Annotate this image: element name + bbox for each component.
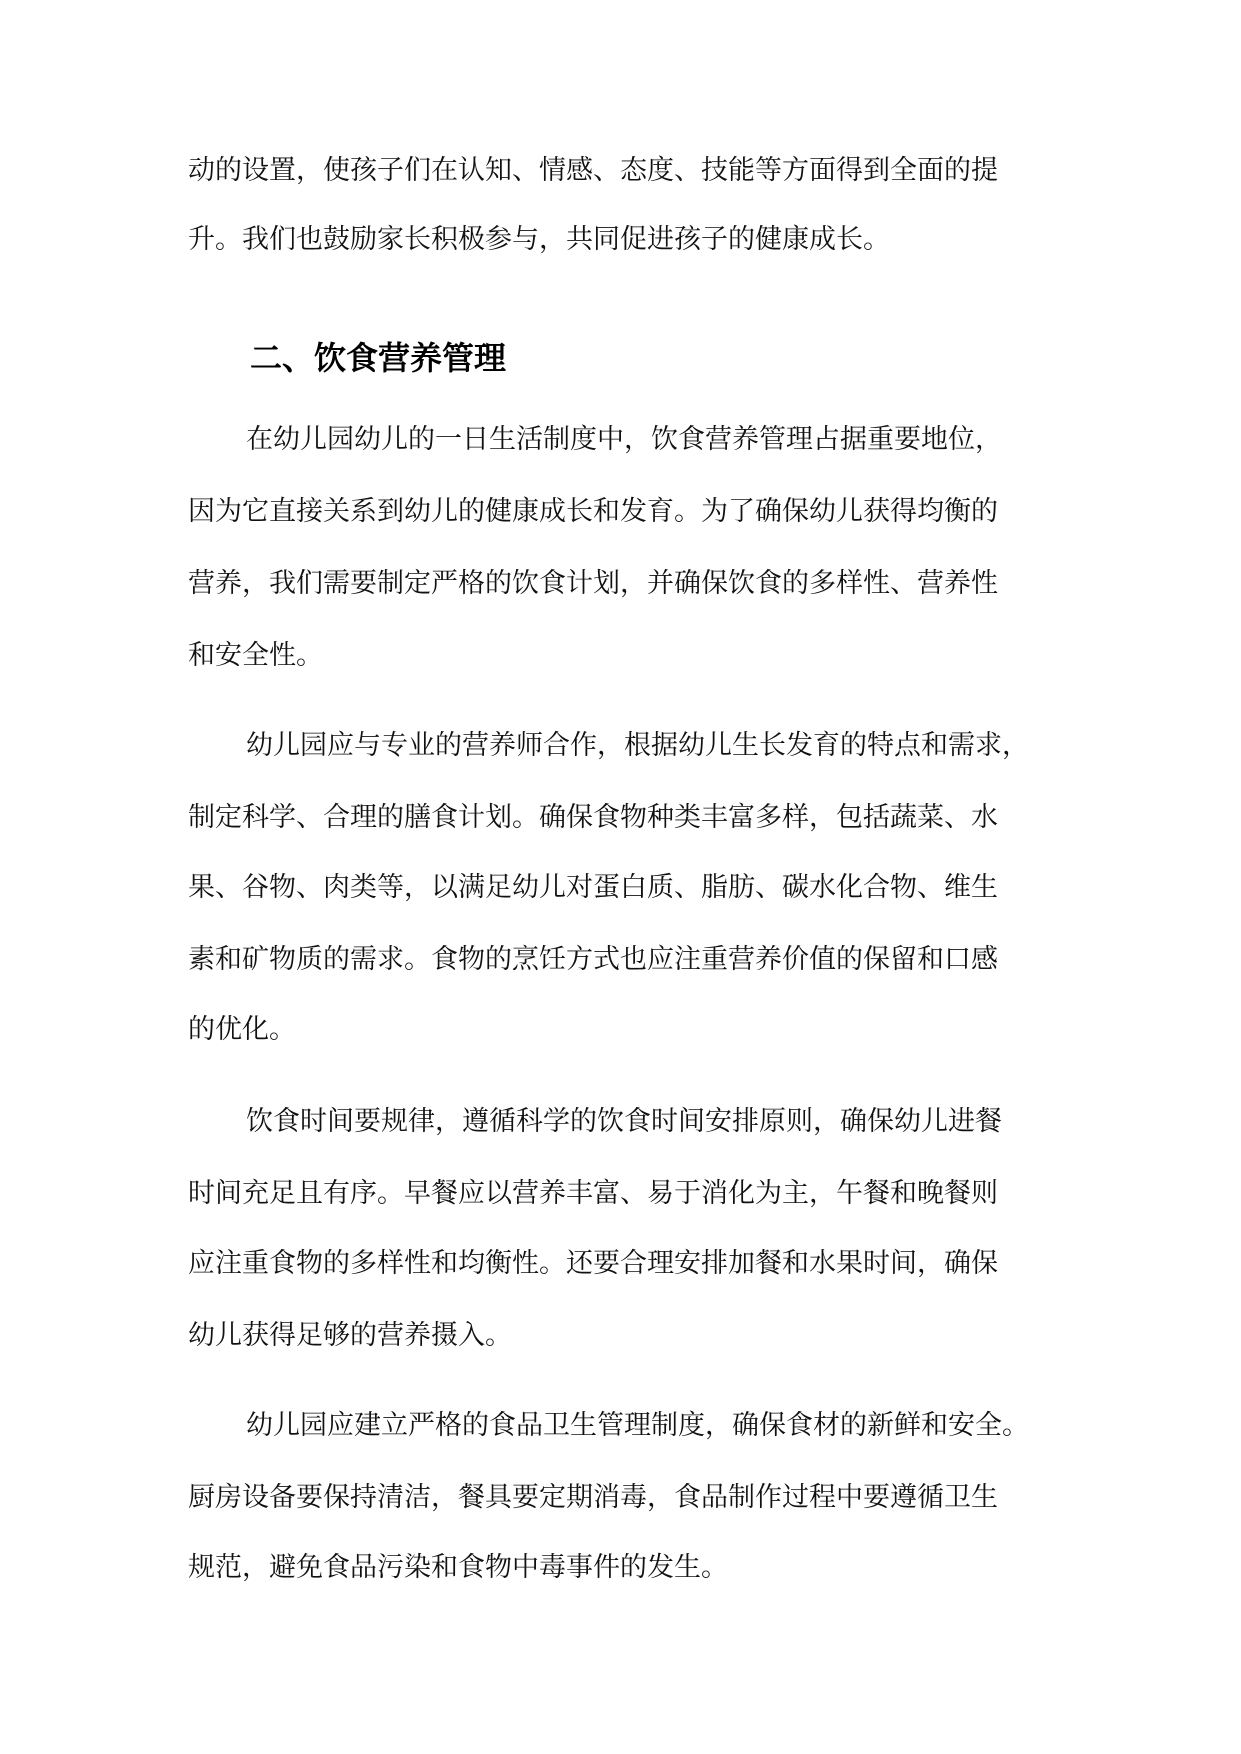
- continuation-line: 动的设置，使孩子们在认知、情感、态度、技能等方面得到全面的提: [188, 155, 998, 186]
- paragraph-line: 幼儿园应与专业的营养师合作，根据幼儿生长发育的特点和需求，: [246, 730, 1029, 761]
- paragraph-line: 营养，我们需要制定严格的饮食计划，并确保饮食的多样性、营养性: [188, 568, 998, 599]
- paragraph-line: 的优化。: [188, 1014, 296, 1045]
- paragraph-line: 和安全性。: [188, 640, 323, 671]
- continuation-line: 升。我们也鼓励家长积极参与，共同促进孩子的健康成长。: [188, 224, 890, 255]
- paragraph-line: 幼儿获得足够的营养摄入。: [188, 1320, 512, 1351]
- paragraph-line: 时间充足且有序。早餐应以营养丰富、易于消化为主，午餐和晚餐则: [188, 1178, 998, 1209]
- paragraph-line: 果、谷物、肉类等，以满足幼儿对蛋白质、脂肪、碳水化合物、维生: [188, 872, 998, 903]
- paragraph-line: 厨房设备要保持清洁，餐具要定期消毒，食品制作过程中要遵循卫生: [188, 1482, 998, 1513]
- paragraph-line: 饮食时间要规律，遵循科学的饮食时间安排原则，确保幼儿进餐: [246, 1106, 1002, 1137]
- paragraph-line: 因为它直接关系到幼儿的健康成长和发育。为了确保幼儿获得均衡的: [188, 496, 998, 527]
- paragraph-line: 幼儿园应建立严格的食品卫生管理制度，确保食材的新鲜和安全。: [246, 1410, 1029, 1441]
- paragraph-line: 素和矿物质的需求。食物的烹饪方式也应注重营养价值的保留和口感: [188, 944, 998, 975]
- paragraph-line: 应注重食物的多样性和均衡性。还要合理安排加餐和水果时间，确保: [188, 1248, 998, 1279]
- paragraph-line: 规范，避免食品污染和食物中毒事件的发生。: [188, 1552, 728, 1583]
- paragraph-line: 在幼儿园幼儿的一日生活制度中，饮食营养管理占据重要地位，: [246, 424, 1002, 455]
- section-heading: 二、饮食营养管理: [250, 339, 507, 377]
- paragraph-line: 制定科学、合理的膳食计划。确保食物种类丰富多样，包括蔬菜、水: [188, 802, 998, 833]
